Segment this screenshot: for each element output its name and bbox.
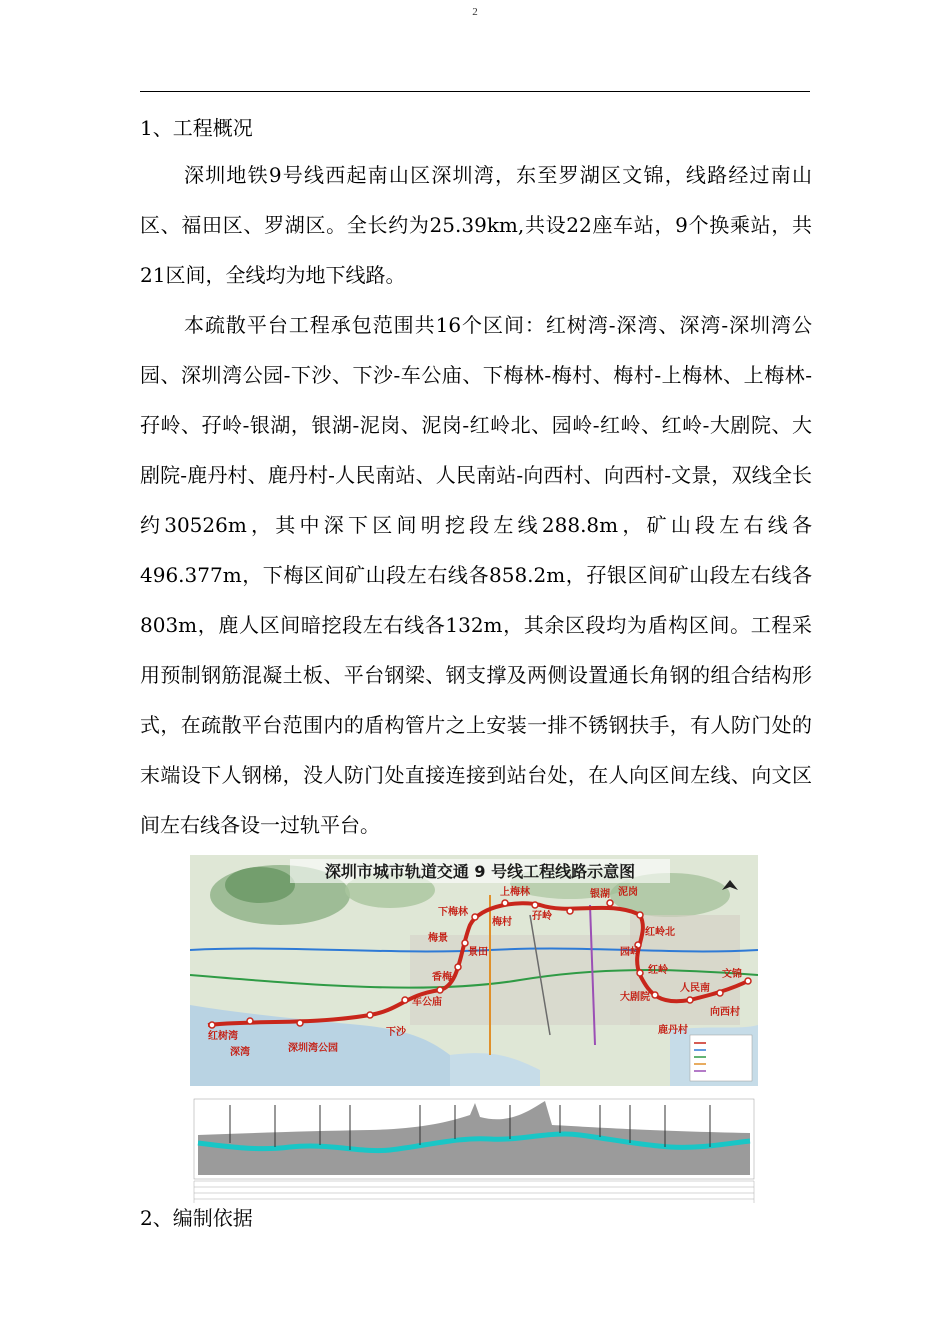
- station-label: 孖岭: [532, 911, 552, 922]
- station-label: 文锦: [722, 969, 742, 980]
- station-label: 银湖: [590, 889, 610, 900]
- route-map-figure: [190, 855, 758, 1086]
- station-label: 梅村: [492, 917, 512, 928]
- station-label: 人民南: [680, 983, 710, 994]
- page-number: 2: [472, 6, 478, 18]
- paragraph-scope: 本疏散平台工程承包范围共16个区间：红树湾-深湾、深湾-深圳湾公园、深圳湾公园-下沙、下沙-车公庙、下梅林-梅村、梅村-上梅林、上梅林-孖岭、孖岭-银湖，银湖-泥岗、泥岗-红岭北、园岭-红岭、红岭-大剧院、大剧院-鹿丹村、鹿丹村-人民南站、人民南站-向西村、向西村-文景，双线全长约30526m，其中深下区间明挖段左线288.8m，矿山段左右线各496.377m，下梅区间矿山段左右线各858.2m，孖银区间矿山段左右线各803m，鹿人区间暗挖段左右线各132m，其余区段均为盾构区间。工程采用预制钢筋混凝土板、平台钢梁、钢支撑及两侧设置通长角钢的组合结构形式，在疏散平台范围内的盾构管片之上安装一排不锈钢扶手，有人防门处的末端设下人钢梯，没人防门处直接连接到站台处，在人向区间左线、向文区间左右线各设一过轨平台。: [140, 313, 812, 837]
- station-label: 大剧院: [620, 992, 650, 1003]
- map-legend: [690, 1035, 752, 1081]
- station-label: 向西村: [710, 1007, 740, 1018]
- station-label: 香梅: [432, 972, 452, 983]
- station-label: 下沙: [386, 1027, 406, 1038]
- header-divider: [140, 91, 810, 92]
- station-label: 深圳湾公园: [288, 1043, 338, 1054]
- map-title: 深圳市城市轨道交通 9 号线工程线路示意图: [324, 862, 636, 881]
- station-label: 红岭北: [645, 927, 675, 938]
- station-label: 车公庙: [412, 997, 442, 1008]
- station-label: 鹿丹村: [658, 1025, 688, 1036]
- section-heading-basis: 2、编制依据: [140, 1206, 253, 1230]
- station-label: 红岭: [648, 965, 668, 976]
- station-label: 泥岗: [618, 887, 638, 898]
- station-label: 红树湾: [208, 1031, 238, 1042]
- station-label: 下梅林: [438, 907, 468, 918]
- station-label: 景田: [468, 947, 488, 958]
- route-map-svg: [190, 855, 758, 1086]
- station-label: 上梅林: [500, 887, 530, 898]
- profile-svg: [190, 1095, 758, 1205]
- station-label: 园岭: [620, 947, 640, 958]
- station-label: 梅景: [428, 933, 448, 944]
- paragraph-overview: 深圳地铁9号线西起南山区深圳湾，东至罗湖区文锦，线路经过南山区、福田区、罗湖区。全长约为25.39km,共设22座车站，9个换乘站，共21区间，全线均为地下线路。: [140, 163, 812, 287]
- longitudinal-profile-figure: [190, 1095, 758, 1205]
- station-label: 深湾: [230, 1047, 250, 1058]
- section-heading-overview: 1、工程概况: [140, 116, 253, 140]
